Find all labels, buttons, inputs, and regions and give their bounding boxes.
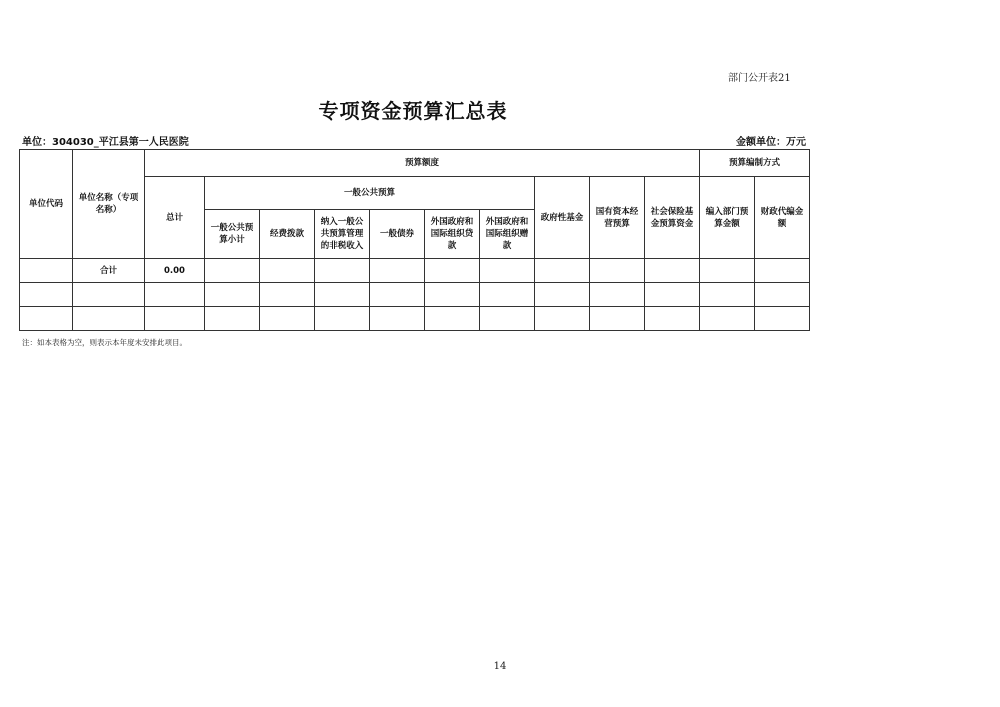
cell-unit-code — [20, 259, 73, 283]
cell-empty — [315, 307, 370, 331]
cell-empty — [480, 259, 535, 283]
cell-total — [145, 283, 205, 307]
cell-empty — [260, 283, 315, 307]
cell-empty — [535, 259, 590, 283]
amount-unit-label: 金额单位：万元 — [736, 137, 806, 148]
table-row — [20, 283, 810, 307]
table-note: 注：如本表格为空，则表示本年度未安排此项目。 — [22, 338, 187, 347]
cell-empty — [370, 307, 425, 331]
cell-empty — [315, 259, 370, 283]
header-general-public-budget: 一般公共预算 — [205, 177, 535, 210]
header-general-public-subtotal: 一般公共预算小计 — [205, 210, 260, 259]
cell-unit-code — [20, 307, 73, 331]
cell-unit-code — [20, 283, 73, 307]
cell-empty — [205, 283, 260, 307]
cell-empty — [480, 307, 535, 331]
cell-unit-name — [73, 307, 145, 331]
form-id: 部门公开表21 — [728, 73, 791, 84]
cell-empty — [425, 283, 480, 307]
cell-total — [145, 307, 205, 331]
cell-empty — [755, 283, 810, 307]
cell-empty — [260, 307, 315, 331]
header-finance-compiled: 财政代编金额 — [755, 177, 810, 259]
cell-empty — [755, 259, 810, 283]
cell-empty — [645, 259, 700, 283]
header-social-insurance: 社会保险基金预算资金 — [645, 177, 700, 259]
cell-empty — [370, 259, 425, 283]
header-total: 总计 — [145, 177, 205, 259]
page-number: 14 — [493, 661, 507, 672]
page-title: 专项资金预算汇总表 — [318, 99, 508, 123]
header-non-tax-income: 纳入一般公共预算管理的非税收入 — [315, 210, 370, 259]
table-row — [20, 259, 810, 283]
header-state-capital: 国有资本经营预算 — [590, 177, 645, 259]
header-budget-amount: 预算额度 — [145, 150, 700, 177]
cell-empty — [755, 307, 810, 331]
cell-total: 0.00 — [145, 259, 205, 283]
cell-empty — [700, 259, 755, 283]
header-dept-compiled: 编入部门预算金额 — [700, 177, 755, 259]
cell-empty — [205, 259, 260, 283]
header-unit-code: 单位代码 — [20, 150, 73, 259]
header-government-fund: 政府性基金 — [535, 177, 590, 259]
unit-label: 单位：304030_平江县第一人民医院 — [22, 137, 189, 148]
cell-empty — [645, 283, 700, 307]
header-foreign-loans: 外国政府和国际组织贷款 — [425, 210, 480, 259]
cell-empty — [700, 283, 755, 307]
cell-empty — [205, 307, 260, 331]
header-compilation-method: 预算编制方式 — [700, 150, 810, 177]
header-unit-name: 单位名称（专项名称） — [73, 150, 145, 259]
cell-empty — [590, 283, 645, 307]
cell-empty — [425, 307, 480, 331]
table-row — [20, 307, 810, 331]
cell-empty — [590, 307, 645, 331]
budget-summary-table — [19, 149, 810, 331]
cell-empty — [590, 259, 645, 283]
cell-empty — [535, 283, 590, 307]
cell-empty — [480, 283, 535, 307]
cell-unit-name — [73, 283, 145, 307]
header-row-1 — [20, 150, 810, 177]
cell-empty — [700, 307, 755, 331]
header-foreign-grants: 外国政府和国际组织赠款 — [480, 210, 535, 259]
cell-empty — [535, 307, 590, 331]
cell-empty — [425, 259, 480, 283]
cell-empty — [260, 259, 315, 283]
header-general-bonds: 一般债券 — [370, 210, 425, 259]
cell-empty — [370, 283, 425, 307]
cell-empty — [645, 307, 700, 331]
cell-unit-name: 合计 — [73, 259, 145, 283]
cell-empty — [315, 283, 370, 307]
header-funding-allocation: 经费拨款 — [260, 210, 315, 259]
